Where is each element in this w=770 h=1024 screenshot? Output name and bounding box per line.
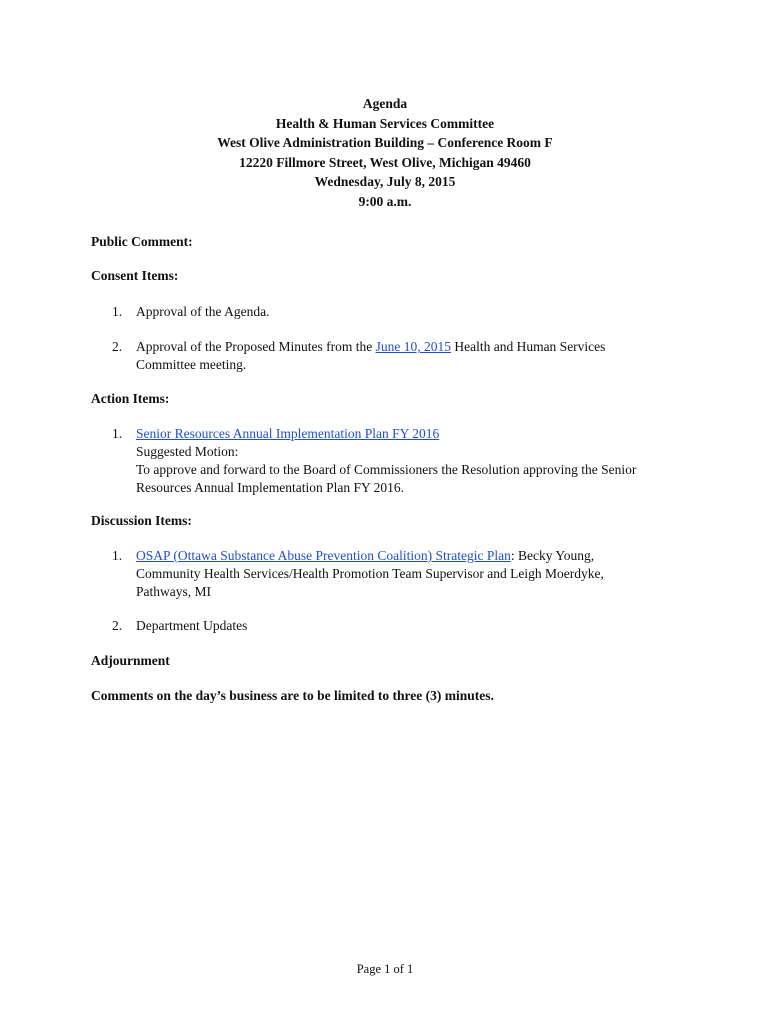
list-number: 2. [112,618,123,633]
motion-text-line1: To approve and forward to the Board of Commissioners the Resolution approving the Senior [136,462,637,477]
meeting-date: Wednesday, July 8, 2015 [314,174,456,189]
list-number: 1. [112,548,123,563]
motion-text-line2: Resources Annual Implementation Plan FY 2016. [136,480,404,495]
osap-strategic-plan-link[interactable]: OSAP (Ottawa Substance Abuse Prevention Coalition) Strategic Plan [136,548,511,563]
minutes-june-10-link[interactable]: June 10, 2015 [375,339,451,354]
list-number: 1. [112,304,123,319]
adjournment-heading: Adjournment [91,653,170,668]
senior-resources-plan-link[interactable]: Senior Resources Annual Implementation Plan FY 2016 [136,426,440,441]
comments-time-limit-note: Comments on the day’s business are to be limited to three (3) minutes. [91,688,494,703]
consent-items-heading: Consent Items: [91,268,179,283]
agenda-header [0,94,770,211]
agenda-title: Agenda [362,96,408,111]
action-items-heading: Action Items: [91,391,170,406]
discussion-items-heading: Discussion Items: [91,513,192,528]
committee-name: Health & Human Services Committee [275,115,495,131]
meeting-address: 12220 Fillmore Street, West Olive, Michigan 49460 [239,154,531,170]
public-comment-heading: Public Comment: [91,234,193,249]
page-number: Page 1 of 1 [356,962,414,976]
meeting-time: 9:00 a.m. [358,193,412,209]
consent-item-2-suffix: Health and Human Services [450,339,606,354]
discussion-item-1-suffix: : Becky Young, [510,548,595,563]
consent-item-1-text: Approval of the Agenda. [136,304,270,319]
consent-item-2-line2: Committee meeting. [136,357,247,372]
discussion-item-1-line3: Pathways, MI [136,584,211,599]
meeting-location: West Olive Administration Building – Conference Room F [217,135,553,150]
consent-item-2-prefix: Approval of the Proposed Minutes from the [136,339,376,354]
discussion-item-2-text: Department Updates [136,618,248,633]
suggested-motion-label: Suggested Motion: [136,444,239,459]
list-number: 1. [112,426,123,441]
list-number: 2. [112,339,123,354]
discussion-item-1-line2: Community Health Services/Health Promotion Team Supervisor and Leigh Moerdyke, [136,566,604,581]
